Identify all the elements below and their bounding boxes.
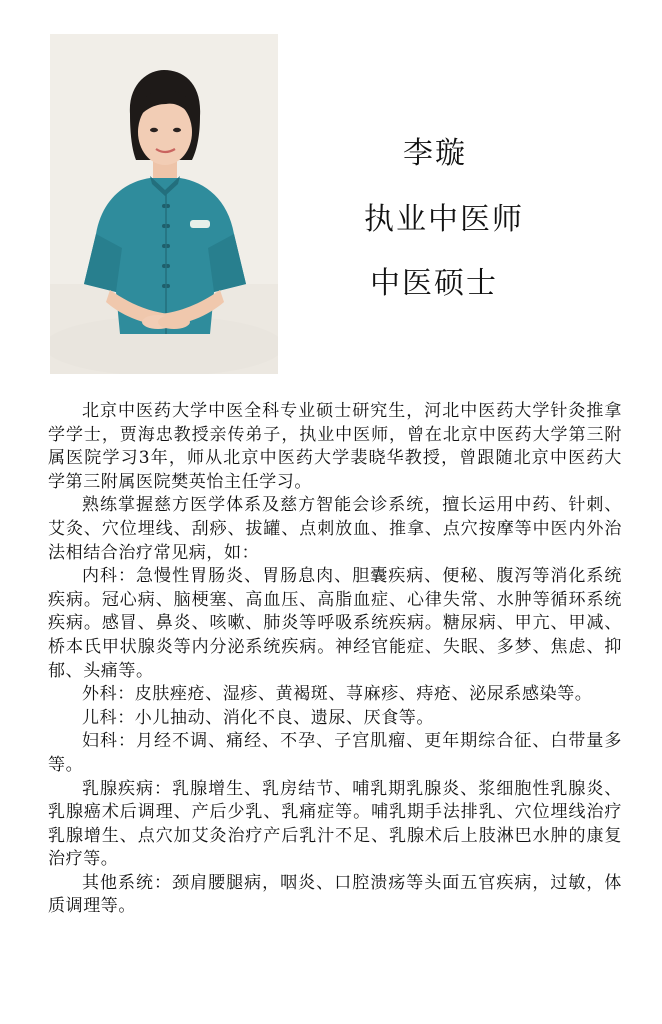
bio-paragraph-internal-medicine: 内科：急慢性胃肠炎、胃肠息肉、胆囊疾病、便秘、腹泻等消化系统疾病。冠心病、脑梗塞、高血压、高脂血症、心律失常、水肿等循环系统疾病。感冒、鼻炎、咳嗽、肺炎等呼吸系统疾病。糖尿病、甲亢、甲减、桥本氏甲状腺炎等内分泌系统疾病。神经官能症、失眠、多梦、焦虑、抑郁、头痛等。: [48, 566, 622, 681]
bio-paragraph-expertise: 熟练掌握慈方医学体系及慈方智能会诊系统，擅长运用中药、针刺、艾灸、穴位埋线、刮痧、拔罐、点刺放血、推拿、点穴按摩等中医内外治法相结合治疗常见病，如：: [48, 495, 622, 563]
professional-title: 执业中医师: [364, 202, 524, 237]
degree-title: 中医硕士: [370, 266, 498, 301]
bio-paragraph-gynecology: 妇科：月经不调、痛经、不孕、子宫肌瘤、更年期综合征、白带量多等。: [48, 731, 622, 775]
bio-paragraph-breast-disease: 乳腺疾病：乳腺增生、乳房结节、哺乳期乳腺炎、浆细胞性乳腺炎、乳腺癌术后调理、产后少乳、乳痛症等。哺乳期手法排乳、穴位埋线治疗乳腺增生、点穴加艾灸治疗产后乳汁不足、乳腺术后上肢淋巴水肿的康复治疗等。: [48, 778, 622, 870]
bio-paragraph-other-systems: 其他系统：颈肩腰腿病，咽炎、口腔溃疡等头面五官疾病，过敏，体质调理等。: [48, 872, 622, 917]
bio-paragraph-surgery: 外科：皮肤痤疮、湿疹、黄褐斑、荨麻疹、痔疮、泌尿系感染等。: [82, 684, 593, 705]
biography-text: [48, 400, 622, 919]
bio-paragraph-education: 北京中医药大学中医全科专业硕士研究生，河北中医药大学针灸推拿学学士，贾海忠教授亲传弟子，执业中医师，曾在北京中医药大学第三附属医院学习3年，师从北京中医药大学裴晓华教授，曾跟随北京中医药大学第三附属医院樊英怡主任学习。: [48, 401, 622, 492]
doctor-name: 李璇: [403, 136, 467, 171]
bio-paragraph-pediatrics: 儿科：小儿抽动、消化不良、遗尿、厌食等。: [82, 707, 434, 728]
portrait-illustration: [50, 34, 278, 374]
portrait-photo: [50, 34, 278, 374]
